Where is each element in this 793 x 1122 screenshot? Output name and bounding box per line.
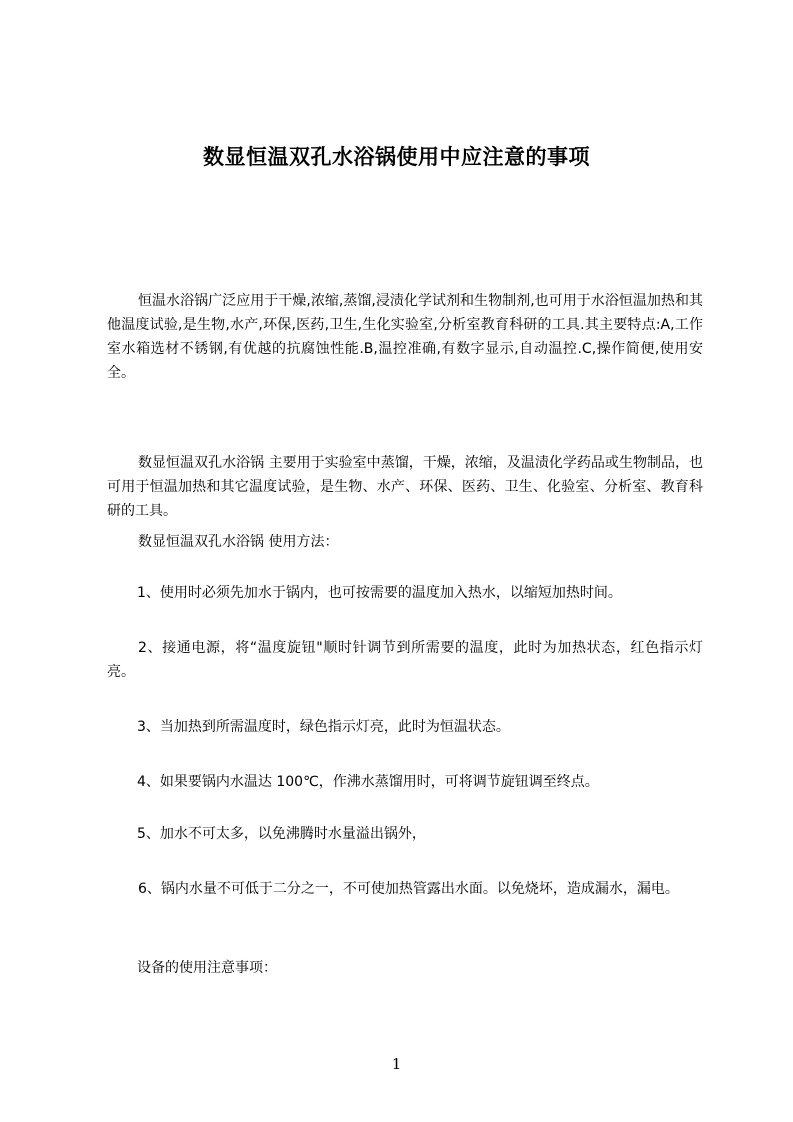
paragraph-usage-method-heading: 数显恒温双孔水浴锅 使用方法： [138, 534, 339, 550]
paragraph-step-6: 6、锅内水量不可低于二分之一，不可使加热管露出水面。以免烧坏，造成漏水，漏电。 [138, 881, 679, 897]
paragraph-intro: 恒温水浴锅广泛应用于干燥,浓缩,蒸馏,浸渍化学试剂和生物制剂,也可用于水浴恒温加热和其他温度试验,是生物,水产,环保,医药,卫生,生化实验室,分析室教育科研的工具.其主要特点:A,工作室水箱选材不锈钢,有优越的抗腐蚀性能.B,温控准确,有数字显示,自动温控.C,操作简便,使用安全。 [107, 293, 703, 381]
page-number: 1 [391, 1055, 402, 1073]
paragraph-precautions-heading: 设备的使用注意事项： [137, 960, 277, 976]
document-title: 数显恒温双孔水浴锅使用中应注意的事项 [203, 145, 590, 169]
paragraph-step-4: 4、如果要锅内水温达 100℃，作沸水蒸馏用时，可将调节旋钮调至终点。 [137, 774, 599, 790]
paragraph-step-1: 1、使用时必须先加水于锅内，也可按需要的温度加入热水，以缩短加热时间。 [137, 585, 622, 601]
paragraph-step-3: 3、当加热到所需温度时，绿色指示灯亮，此时为恒温状态。 [137, 719, 510, 735]
paragraph-step-5: 5、加水不可太多，以免沸腾时水量溢出锅外， [137, 826, 426, 842]
paragraph-step-2: 2、接通电源，将“温度旋钮"顺时针调节到所需要的温度，此时为加热状态，红色指示灯亮。 [107, 640, 703, 680]
paragraph-usage-overview: 数显恒温双孔水浴锅 主要用于实验室中蒸馏，干燥，浓缩，及温渍化学药品或生物制品，也可用于恒温加热和其它温度试验，是生物、水产、环保、医药、卫生、化验室、分析室、教育科研的工具。 [107, 455, 703, 519]
